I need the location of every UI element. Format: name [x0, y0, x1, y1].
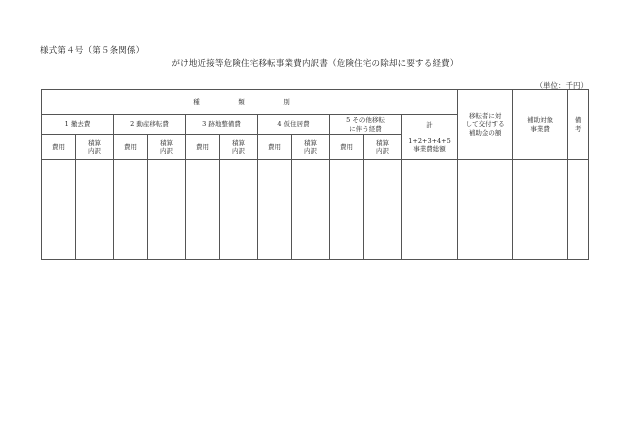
- entry-cell[interactable]: [258, 160, 292, 260]
- detail-cell: [364, 135, 402, 160]
- detail-label-1: 積算: [304, 138, 317, 147]
- entry-cell[interactable]: [42, 160, 76, 260]
- total-formula: 1+2+3+4+5: [408, 137, 451, 145]
- data-entry-row: [42, 160, 589, 260]
- detail-label-2: 内訳: [304, 147, 317, 155]
- detail-cell: [220, 135, 258, 160]
- entry-cell[interactable]: [402, 160, 458, 260]
- group-other-label-2: に伴う経費: [349, 124, 382, 133]
- group-movables: [114, 115, 186, 135]
- entry-cell[interactable]: [148, 160, 186, 260]
- entry-cell[interactable]: [76, 160, 114, 260]
- detail-label-1: 積算: [376, 138, 389, 147]
- target-cost-header: [513, 90, 568, 160]
- total-sub: 事業費総額: [413, 145, 446, 154]
- unit-label: （単位：千円）: [535, 81, 588, 90]
- group-removal: [42, 115, 114, 135]
- entry-cell[interactable]: [458, 160, 513, 260]
- detail-label-2: 内訳: [232, 147, 245, 155]
- entry-cell[interactable]: [330, 160, 364, 260]
- cost-label: 費用: [196, 142, 209, 151]
- group-movables-label: 2 動産移転費: [130, 120, 169, 129]
- group-site-prep-label: 3 跡地整備費: [202, 120, 241, 129]
- group-removal-label: 1 撤去費: [64, 120, 91, 129]
- detail-label-2: 内訳: [88, 147, 101, 155]
- breakdown-table: [41, 89, 589, 260]
- group-other: [330, 115, 402, 135]
- remarks-line-1: 備: [574, 116, 582, 125]
- detail-label-2: 内訳: [160, 147, 173, 155]
- detail-cell: [292, 135, 330, 160]
- cost-cell: [186, 135, 220, 160]
- cost-label: 費用: [268, 142, 281, 151]
- subsidy-line-3: 補助金の額: [468, 128, 502, 137]
- detail-cell: [148, 135, 186, 160]
- group-site-prep: [186, 115, 258, 135]
- group-temp-housing: [258, 115, 330, 135]
- cost-cell: [330, 135, 364, 160]
- subsidy-line-2: して交付する: [465, 120, 505, 129]
- category-header: [42, 90, 458, 115]
- detail-label-1: 積算: [232, 138, 245, 147]
- group-temp-housing-label: 4 仮住居費: [277, 120, 310, 129]
- entry-cell[interactable]: [220, 160, 258, 260]
- entry-cell[interactable]: [568, 160, 589, 260]
- detail-label-2: 内訳: [376, 147, 389, 155]
- entry-cell[interactable]: [513, 160, 568, 260]
- total-label: 計: [426, 120, 433, 129]
- subsidy-line-1: 移転者に対: [468, 112, 502, 121]
- detail-cell: [76, 135, 114, 160]
- remarks-header: [568, 90, 589, 160]
- remarks-line-2: 考: [574, 124, 582, 133]
- target-line-1: 補助対象: [527, 116, 554, 125]
- subsidy-amount-header: [458, 90, 513, 160]
- entry-cell[interactable]: [292, 160, 330, 260]
- target-line-2: 事業費: [530, 124, 550, 133]
- cost-label: 費用: [340, 142, 353, 151]
- cost-cell: [114, 135, 148, 160]
- entry-cell[interactable]: [186, 160, 220, 260]
- form-number: 様式第４号（第５条関係）: [40, 46, 145, 56]
- group-other-label-1: 5 その他移転: [346, 116, 385, 125]
- cost-label: 費用: [124, 142, 137, 151]
- document-title: がけ地近接等危険住宅移転事業費内訳書（危険住宅の除却に要する経費）: [171, 59, 459, 69]
- total-header: [402, 115, 458, 160]
- entry-cell[interactable]: [114, 160, 148, 260]
- cost-cell: [42, 135, 76, 160]
- category-header-label: 種 類 別: [193, 97, 306, 106]
- cost-label: 費用: [52, 142, 65, 151]
- entry-cell[interactable]: [364, 160, 402, 260]
- detail-label-1: 積算: [160, 138, 173, 147]
- cost-cell: [258, 135, 292, 160]
- detail-label-1: 積算: [88, 138, 101, 147]
